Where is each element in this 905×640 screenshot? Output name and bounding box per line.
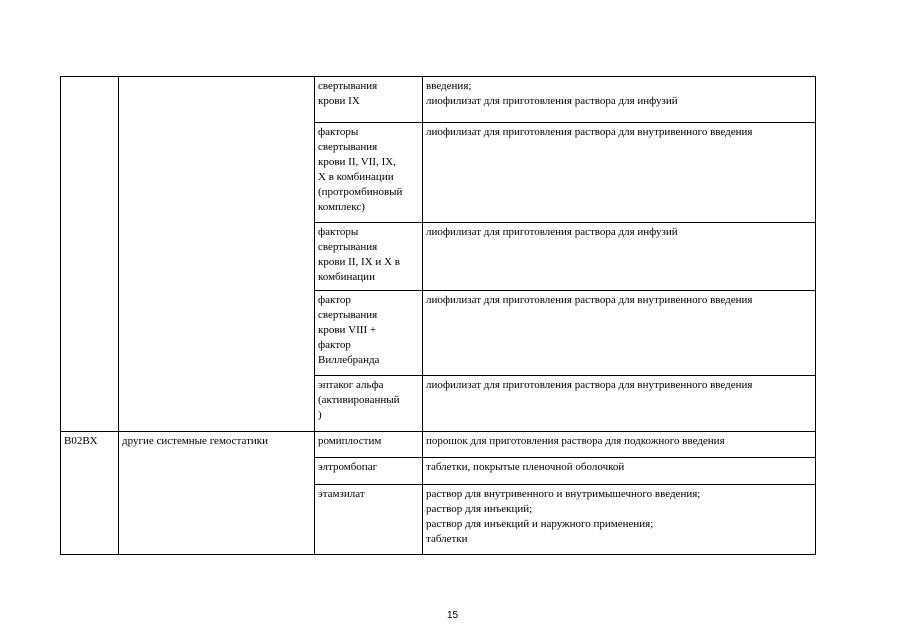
forms-line: раствор для внутривенного и внутримышечного введения; xyxy=(426,488,701,500)
forms-cell xyxy=(423,77,816,123)
substance-line: комбинации xyxy=(318,271,375,283)
substance-line: свертывания xyxy=(318,309,378,321)
forms-cell xyxy=(423,432,816,458)
substance-line: комплекс) xyxy=(318,201,365,213)
table-row xyxy=(61,77,816,123)
forms-cell xyxy=(423,458,816,485)
substance-line: свертывания xyxy=(318,141,378,153)
forms-cell xyxy=(423,485,816,555)
forms-line: таблетки, покрытые пленочной оболочкой xyxy=(426,461,625,473)
substance-line: (протромбиновый xyxy=(318,186,403,198)
forms-line: лиофилизат для приготовления раствора для внутривенного введения xyxy=(426,126,753,138)
substance-cell xyxy=(315,485,423,555)
substance-cell xyxy=(315,432,423,458)
substance-cell xyxy=(315,291,423,376)
group-cell: другие системные гемостатики xyxy=(119,432,315,555)
substance-line: эптаког альфа xyxy=(318,379,384,391)
forms-line: лиофилизат для приготовления раствора для внутривенного введения xyxy=(426,379,753,391)
substance-line: ромиплостим xyxy=(318,435,382,447)
forms-cell xyxy=(423,123,816,223)
substance-line: этамзилат xyxy=(318,488,365,500)
substance-line: (активированный xyxy=(318,394,400,406)
forms-cell xyxy=(423,291,816,376)
substance-line: фактор xyxy=(318,294,351,306)
forms-line: лиофилизат для приготовления раствора для внутривенного введения xyxy=(426,294,753,306)
substance-line: Виллебранда xyxy=(318,354,380,366)
forms-cell xyxy=(423,376,816,432)
group-cell xyxy=(119,77,315,432)
forms-line: раствор для инъекций; xyxy=(426,503,533,515)
substance-line: крови II, IX и X в xyxy=(318,256,400,268)
substance-cell xyxy=(315,77,423,123)
substance-cell xyxy=(315,376,423,432)
substance-line: крови VIII + xyxy=(318,324,377,336)
page-number: 15 xyxy=(446,610,459,621)
code-cell xyxy=(61,77,119,432)
code-cell: B02BX xyxy=(61,432,119,555)
substance-cell xyxy=(315,223,423,291)
drug-table xyxy=(60,76,816,555)
forms-line: лиофилизат для приготовления раствора для инфузий xyxy=(426,95,678,107)
forms-line: таблетки xyxy=(426,533,468,545)
substance-line: крови II, VII, IX, xyxy=(318,156,396,168)
substance-line: факторы xyxy=(318,226,359,238)
substance-line: элтромбопаг xyxy=(318,461,378,473)
substance-line: факторы xyxy=(318,126,359,138)
substance-line: фактор xyxy=(318,339,351,351)
forms-line: раствор для инъекций и наружного применения; xyxy=(426,518,654,530)
forms-line: лиофилизат для приготовления раствора для инфузий xyxy=(426,226,678,238)
substance-cell xyxy=(315,123,423,223)
table-row xyxy=(61,432,816,458)
substance-line: X в комбинации xyxy=(318,171,394,183)
forms-line: порошок для приготовления раствора для подкожного введения xyxy=(426,435,725,447)
substance-line: крови IX xyxy=(318,95,360,107)
substance-cell xyxy=(315,458,423,485)
forms-cell xyxy=(423,223,816,291)
substance-line: свертывания xyxy=(318,80,378,92)
substance-line: свертывания xyxy=(318,241,378,253)
substance-line: ) xyxy=(318,409,322,421)
forms-line: введения; xyxy=(426,80,472,92)
